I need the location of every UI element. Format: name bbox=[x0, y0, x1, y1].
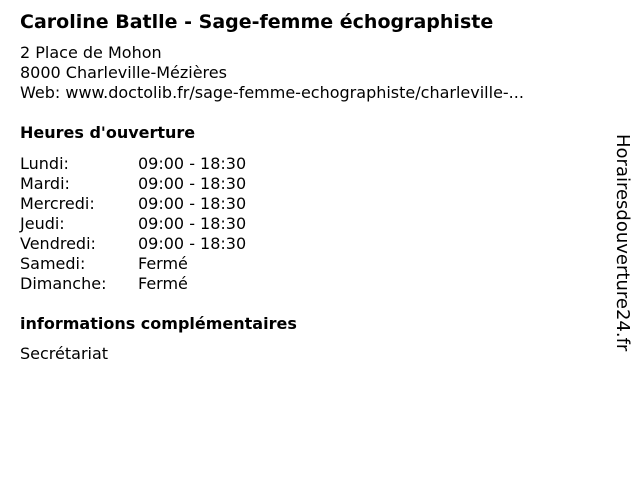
day-label: Mardi: bbox=[20, 174, 70, 193]
opening-hours-heading: Heures d'ouverture bbox=[20, 123, 196, 142]
time-value: Fermé bbox=[138, 274, 188, 293]
business-title: Caroline Batlle - Sage-femme échographiste bbox=[20, 11, 494, 33]
time-value: 09:00 - 18:30 bbox=[138, 214, 247, 233]
day-label: Jeudi: bbox=[20, 214, 65, 233]
time-value: 09:00 - 18:30 bbox=[138, 194, 247, 213]
address-city: 8000 Charleville-Mézières bbox=[20, 63, 227, 82]
website-link[interactable]: Web: www.doctolib.fr/sage-femme-echographiste/charleville-... bbox=[20, 83, 524, 102]
additional-info-text: Secrétariat bbox=[20, 344, 109, 363]
address-street: 2 Place de Mohon bbox=[20, 43, 162, 62]
day-label: Mercredi: bbox=[20, 194, 95, 213]
time-value: 09:00 - 18:30 bbox=[138, 174, 247, 193]
time-value: 09:00 - 18:30 bbox=[138, 154, 247, 173]
time-value: 09:00 - 18:30 bbox=[138, 234, 247, 253]
day-label: Dimanche: bbox=[20, 274, 107, 293]
day-label: Samedi: bbox=[20, 254, 86, 273]
additional-info-heading: informations complémentaires bbox=[20, 314, 297, 333]
day-label: Vendredi: bbox=[20, 234, 96, 253]
day-label: Lundi: bbox=[20, 154, 69, 173]
time-value: Fermé bbox=[138, 254, 188, 273]
site-watermark: Horairesdouverture24.fr bbox=[612, 134, 633, 352]
